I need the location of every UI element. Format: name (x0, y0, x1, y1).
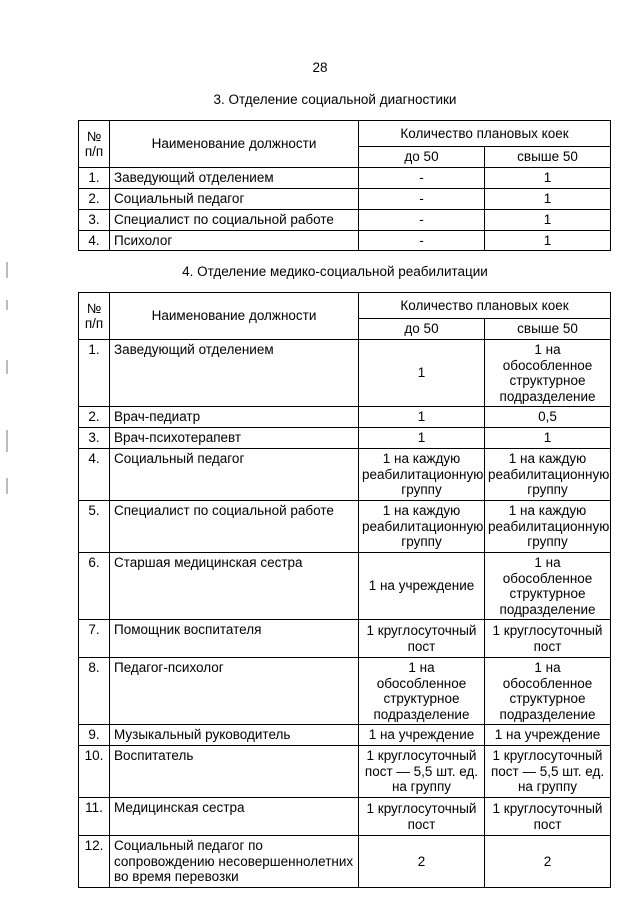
header-position-name: Наименование должности (110, 121, 359, 168)
table-row (79, 620, 611, 658)
value-up-to-50: 1 (359, 407, 485, 428)
value-up-to-50: 1 на обособленное структурное подразделение (359, 658, 485, 725)
table-row (79, 428, 611, 449)
row-number: 12. (79, 836, 110, 888)
row-number: 2. (79, 407, 110, 428)
value-over-50: 1 на обособленное структурное подразделение (485, 658, 611, 725)
value-over-50: 1 на каждую реабилитационную группу (485, 501, 611, 553)
header-position-name: Наименование должности (110, 293, 359, 340)
position-name: Заведующий отделением (110, 340, 359, 407)
value-over-50: 1 (485, 188, 611, 209)
header-up-to-50: до 50 (359, 147, 485, 168)
value-over-50: 1 на обособленное структурное подразделение (485, 553, 611, 620)
table-row (79, 188, 611, 209)
table-row (79, 168, 611, 189)
row-number: 4. (79, 230, 110, 251)
table-row (79, 658, 611, 725)
position-name: Врач-педиатр (110, 407, 359, 428)
position-name: Социальный педагог (110, 188, 359, 209)
row-number: 1. (79, 168, 110, 189)
row-number: 3. (79, 428, 110, 449)
value-up-to-50: 1 круглосуточный пост — 5,5 шт. ед. на группу (359, 746, 485, 798)
position-name: Специалист по социальной работе (110, 501, 359, 553)
position-name: Помощник воспитателя (110, 620, 359, 658)
value-up-to-50: 1 круглосуточный пост (359, 798, 485, 836)
page-number: 28 (312, 60, 328, 75)
value-up-to-50: 2 (359, 836, 485, 888)
table-row (79, 340, 611, 407)
position-name: Медицинская сестра (110, 798, 359, 836)
header-over-50: свыше 50 (485, 319, 611, 340)
table-row (79, 501, 611, 553)
row-number: 9. (79, 725, 110, 746)
value-over-50: 1 на каждую реабилитационную группу (485, 449, 611, 501)
value-over-50: 0,5 (485, 407, 611, 428)
section-3-title: 3. Отделение социальной диагностики (213, 92, 457, 107)
position-name: Социальный педагог (110, 449, 359, 501)
table-body (79, 340, 611, 888)
table-row (79, 230, 611, 251)
scan-edge-mark (6, 300, 8, 310)
table-row (79, 836, 611, 888)
section-4-title: 4. Отделение медико-социальной реабилитации (182, 264, 488, 279)
value-up-to-50: 1 на каждую реабилитационную группу (359, 449, 485, 501)
row-number: 8. (79, 658, 110, 725)
table-header-row (79, 121, 611, 147)
value-over-50: 1 (485, 209, 611, 230)
row-number: 1. (79, 340, 110, 407)
position-name: Воспитатель (110, 746, 359, 798)
value-up-to-50: 1 на учреждение (359, 725, 485, 746)
value-up-to-50: 1 круглосуточный пост (359, 620, 485, 658)
value-over-50: 1 на учреждение (485, 725, 611, 746)
value-up-to-50: 1 (359, 340, 485, 407)
table-row (79, 209, 611, 230)
value-up-to-50: 1 на учреждение (359, 553, 485, 620)
row-number: 2. (79, 188, 110, 209)
row-number: 3. (79, 209, 110, 230)
value-up-to-50: - (359, 209, 485, 230)
row-number: 11. (79, 798, 110, 836)
value-up-to-50: - (359, 230, 485, 251)
table-row (79, 553, 611, 620)
value-over-50: 1 (485, 428, 611, 449)
value-over-50: 1 круглосуточный пост (485, 798, 611, 836)
row-number: 6. (79, 553, 110, 620)
header-num: № п/п (79, 121, 110, 168)
table-body (79, 168, 611, 251)
table-row (79, 725, 611, 746)
table-social-diagnostics (78, 120, 611, 251)
header-num: № п/п (79, 293, 110, 340)
position-name: Психолог (110, 230, 359, 251)
position-name: Заведующий отделением (110, 168, 359, 189)
row-number: 10. (79, 746, 110, 798)
position-name: Врач-психотерапевт (110, 428, 359, 449)
value-over-50: 1 круглосуточный пост (485, 620, 611, 658)
position-name: Старшая медицинская сестра (110, 553, 359, 620)
row-number: 7. (79, 620, 110, 658)
value-over-50: 1 (485, 230, 611, 251)
header-over-50: свыше 50 (485, 147, 611, 168)
value-up-to-50: 1 (359, 428, 485, 449)
table-row (79, 407, 611, 428)
position-name: Социальный педагог по сопровождению несовершеннолетних во время перевозки (110, 836, 359, 888)
value-over-50: 2 (485, 836, 611, 888)
scan-edge-mark (6, 478, 8, 494)
table-row (79, 746, 611, 798)
value-over-50: 1 круглосуточный пост — 5,5 шт. ед. на группу (485, 746, 611, 798)
value-up-to-50: 1 на каждую реабилитационную группу (359, 501, 485, 553)
table-row (79, 449, 611, 501)
position-name: Специалист по социальной работе (110, 209, 359, 230)
position-name: Музыкальный руководитель (110, 725, 359, 746)
header-planned-beds: Количество плановых коек (359, 293, 611, 319)
row-number: 5. (79, 501, 110, 553)
value-up-to-50: - (359, 188, 485, 209)
scan-edge-mark (6, 430, 8, 452)
header-up-to-50: до 50 (359, 319, 485, 340)
position-name: Педагог-психолог (110, 658, 359, 725)
scan-edge-mark (6, 360, 8, 374)
row-number: 4. (79, 449, 110, 501)
value-over-50: 1 (485, 168, 611, 189)
table-header-row (79, 293, 611, 319)
value-up-to-50: - (359, 168, 485, 189)
table-row (79, 798, 611, 836)
value-over-50: 1 на обособленное структурное подразделение (485, 340, 611, 407)
header-planned-beds: Количество плановых коек (359, 121, 611, 147)
table-medical-social-rehabilitation (78, 292, 611, 888)
